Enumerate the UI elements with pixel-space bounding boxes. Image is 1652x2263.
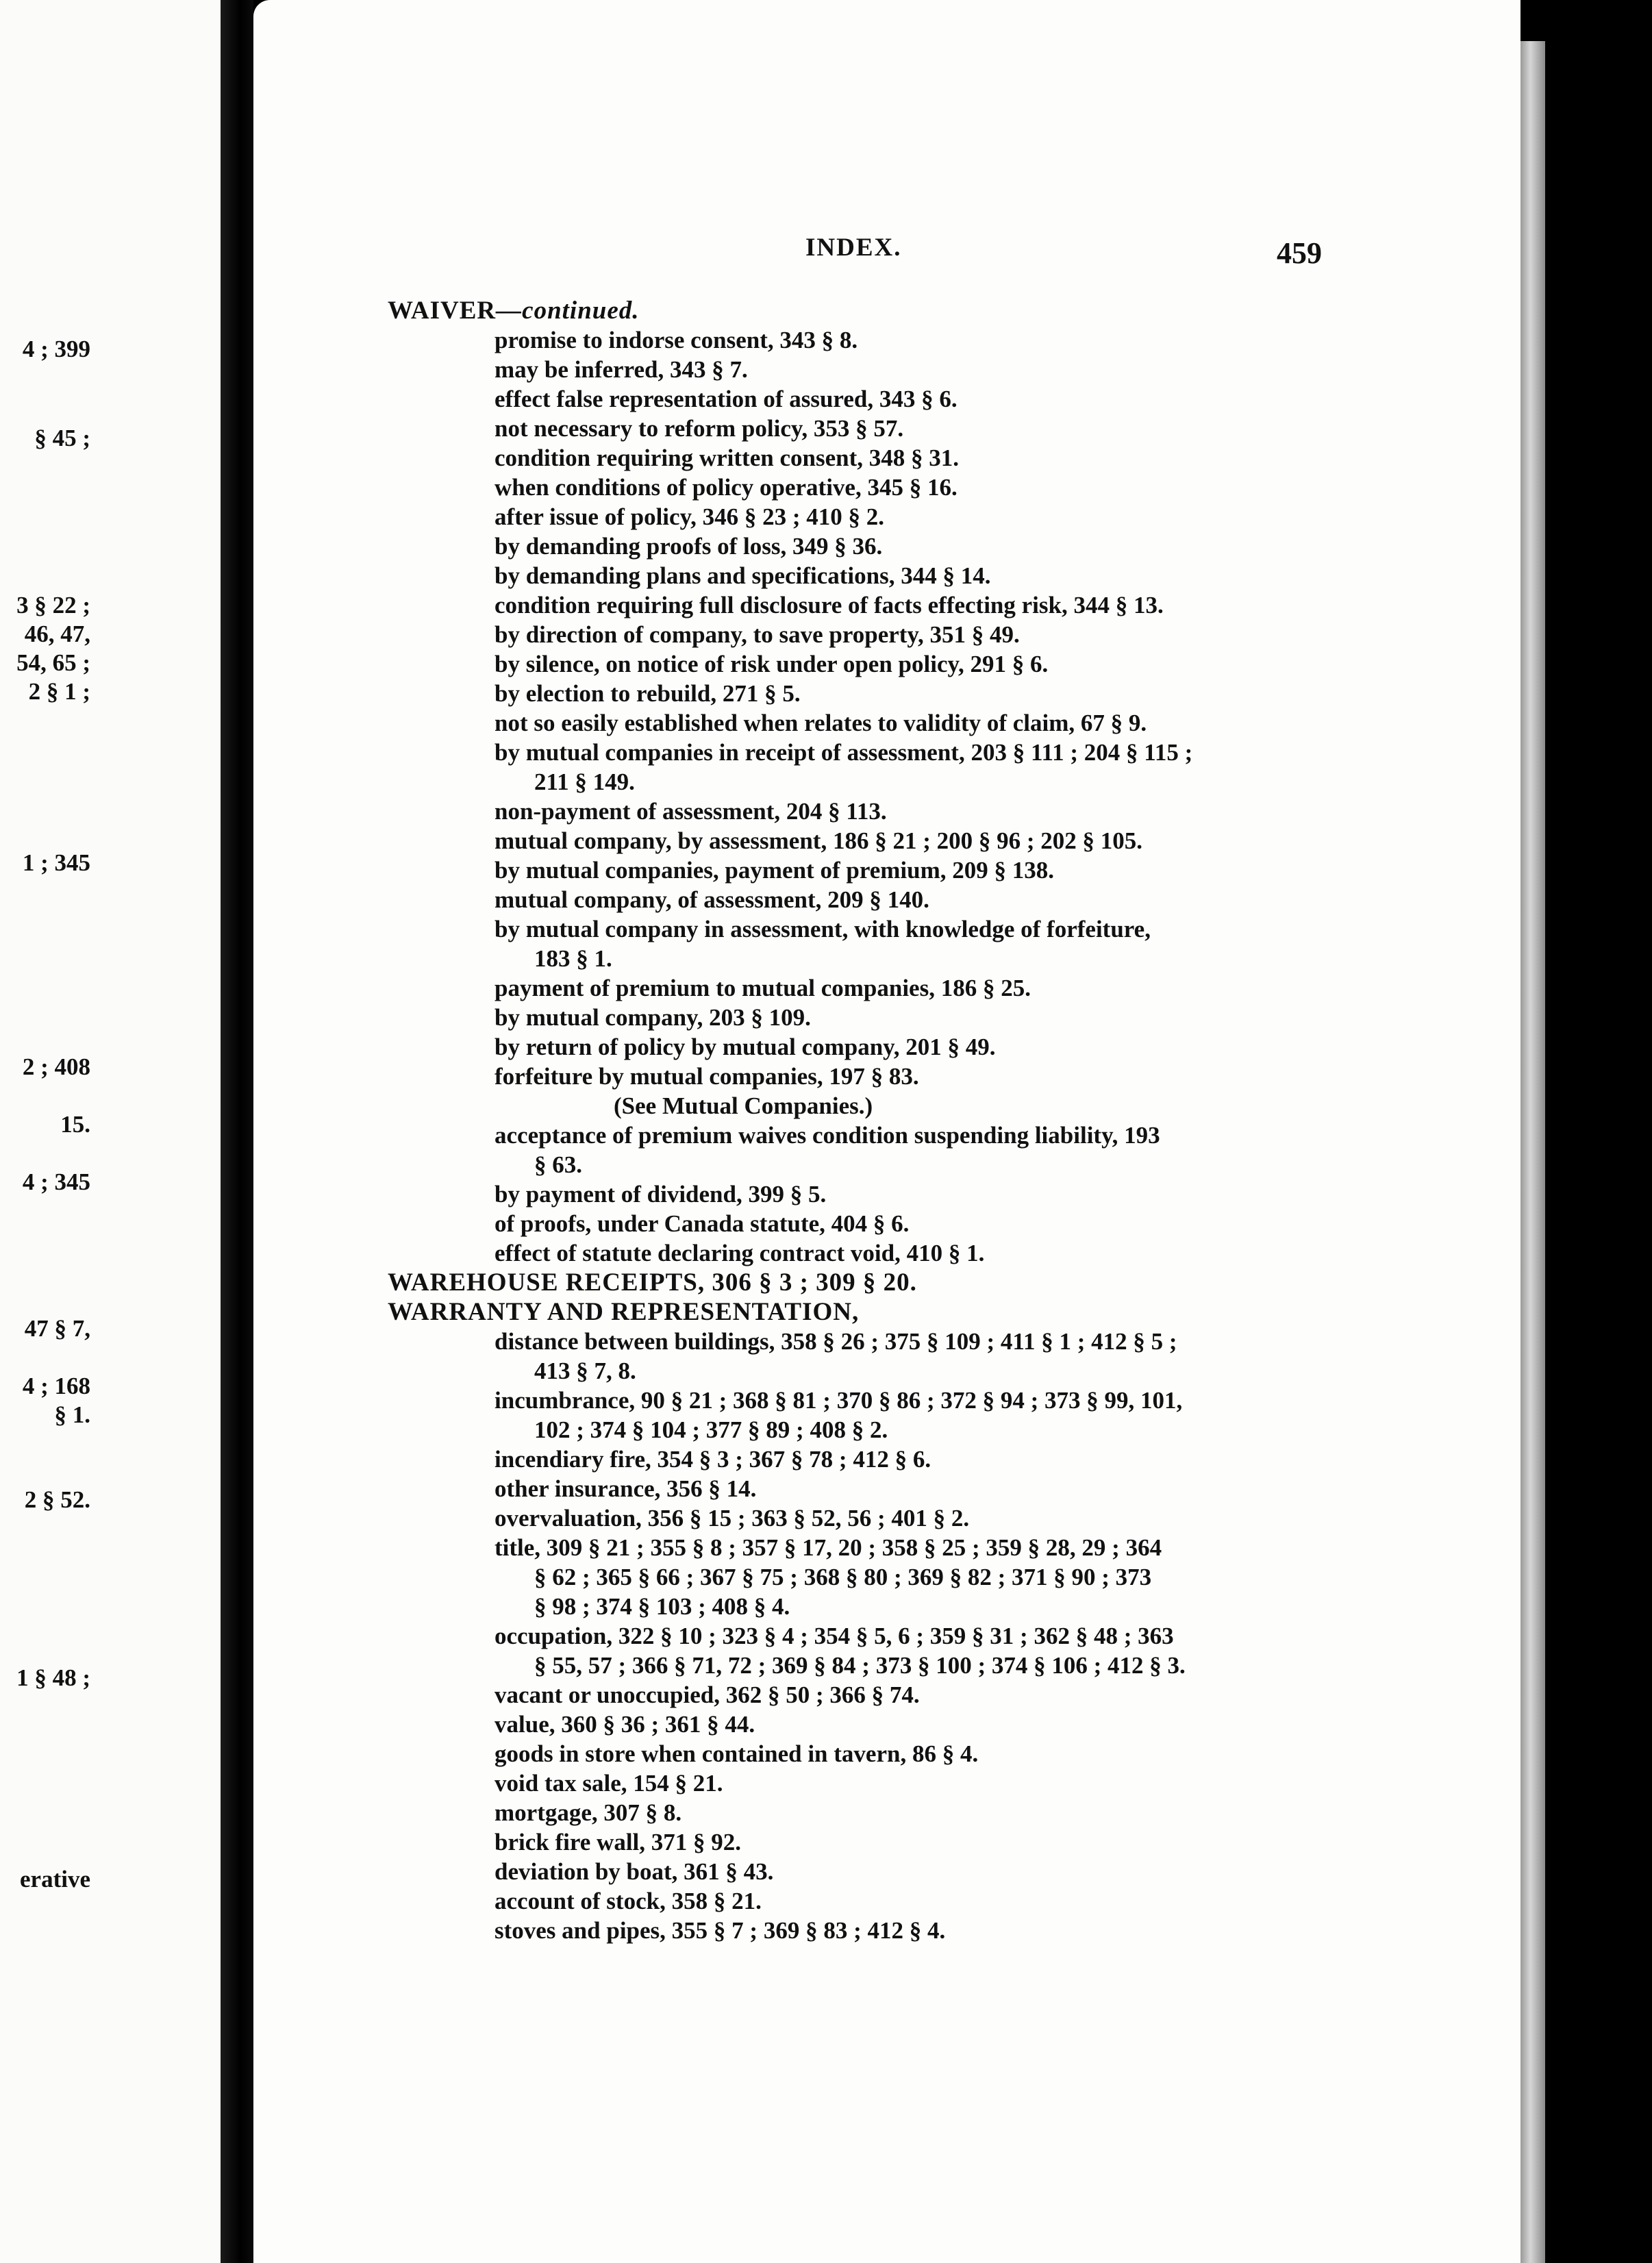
- index-subentry: condition requiring full disclosure of facts effecting risk, 344 § 13.: [495, 592, 1164, 618]
- left-fragment: 2 § 52.: [24, 1486, 90, 1513]
- index-heading-waiver: [253, 296, 1520, 325]
- left-fragment: 47 § 7,: [24, 1315, 90, 1342]
- index-subentry: not necessary to reform policy, 353 § 57.: [495, 415, 904, 442]
- index-subentry-continuation: 183 § 1.: [534, 945, 612, 972]
- index-subentry: incendiary fire, 354 § 3 ; 367 § 78 ; 412 § 6.: [495, 1446, 931, 1473]
- index-subentry: by demanding plans and specifications, 344 § 14.: [495, 562, 991, 589]
- index-subentry: may be inferred, 343 § 7.: [495, 356, 748, 383]
- left-fragment: 54, 65 ;: [16, 649, 90, 676]
- index-subentry: payment of premium to mutual companies, 186 § 25.: [495, 975, 1031, 1001]
- index-subentry: condition requiring written consent, 348 § 31.: [495, 445, 959, 471]
- index-subentry: void tax sale, 154 § 21.: [495, 1770, 723, 1797]
- left-fragment: 3 § 22 ;: [16, 592, 90, 618]
- index-subentry: other insurance, 356 § 14.: [495, 1475, 757, 1502]
- index-subentry: when conditions of policy operative, 345 § 16.: [495, 474, 958, 501]
- index-subentry: forfeiture by mutual companies, 197 § 83.: [495, 1063, 919, 1090]
- running-head: INDEX.: [805, 234, 902, 262]
- index-subentry: mutual company, of assessment, 209 § 140.: [495, 886, 929, 913]
- index-subentry: incumbrance, 90 § 21 ; 368 § 81 ; 370 § 86 ; 372 § 94 ; 373 § 99, 101,: [495, 1387, 1183, 1414]
- left-fragment: 1 § 48 ;: [16, 1664, 90, 1691]
- index-subentry: by election to rebuild, 271 § 5.: [495, 680, 801, 707]
- index-subentry: not so easily established when relates to validity of claim, 67 § 9.: [495, 710, 1147, 736]
- index-subentry: value, 360 § 36 ; 361 § 44.: [495, 1711, 755, 1738]
- index-subentry: overvaluation, 356 § 15 ; 363 § 52, 56 ; 401 § 2.: [495, 1505, 970, 1531]
- index-subentry: promise to indorse consent, 343 § 8.: [495, 327, 858, 353]
- continued-label: —continued.: [496, 297, 640, 325]
- index-subentry: account of stock, 358 § 21.: [495, 1888, 762, 1914]
- index-subentry: by mutual companies in receipt of assessment, 203 § 111 ; 204 § 115 ;: [495, 739, 1193, 766]
- index-subentry: by mutual companies, payment of premium, 209 § 138.: [495, 857, 1055, 884]
- index-subentry-continuation: 413 § 7, 8.: [534, 1358, 636, 1384]
- index-subentry: deviation by boat, 361 § 43.: [495, 1858, 774, 1885]
- index-subentry: mortgage, 307 § 8.: [495, 1799, 682, 1826]
- book-gutter: [221, 0, 253, 2263]
- left-fragment: 46, 47,: [24, 621, 90, 647]
- left-fragment: § 45 ;: [34, 425, 90, 451]
- index-subentry: by demanding proofs of loss, 349 § 36.: [495, 533, 883, 560]
- left-fragment: 4 ; 399: [22, 336, 90, 362]
- index-subentry-continuation: 211 § 149.: [534, 768, 635, 795]
- previous-page-fragment: [0, 0, 221, 2263]
- index-subentry-continuation: § 55, 57 ; 366 § 71, 72 ; 369 § 84 ; 373 § 100 ; 374 § 106 ; 412 § 3.: [534, 1652, 1186, 1679]
- index-subentry: non-payment of assessment, 204 § 113.: [495, 798, 887, 825]
- index-subentry-continuation: § 63.: [534, 1151, 582, 1178]
- index-subentry: mutual company, by assessment, 186 § 21 ; 200 § 96 ; 202 § 105.: [495, 827, 1143, 854]
- index-subentry: effect of statute declaring contract void, 410 § 1.: [495, 1240, 985, 1266]
- index-subentry: vacant or unoccupied, 362 § 50 ; 366 § 74.: [495, 1681, 920, 1708]
- index-subentry: distance between buildings, 358 § 26 ; 375 § 109 ; 411 § 1 ; 412 § 5 ;: [495, 1328, 1177, 1355]
- index-subentry: after issue of policy, 346 § 23 ; 410 § 2.: [495, 503, 885, 530]
- index-subentry: occupation, 322 § 10 ; 323 § 4 ; 354 § 5, 6 ; 359 § 31 ; 362 § 48 ; 363: [495, 1623, 1174, 1649]
- index-heading-warehouse-receipts: WAREHOUSE RECEIPTS, 306 § 3 ; 309 § 20.: [388, 1268, 917, 1297]
- left-fragment: 4 ; 168: [22, 1373, 90, 1399]
- left-fragment: 2 § 1 ;: [28, 678, 90, 705]
- index-subentry: by silence, on notice of risk under open policy, 291 § 6.: [495, 651, 1049, 677]
- see-also-reference: (See Mutual Companies.): [614, 1092, 873, 1119]
- index-page: [253, 0, 1520, 2263]
- left-fragment: 15.: [60, 1111, 90, 1138]
- index-subentry-continuation: 102 ; 374 § 104 ; 377 § 89 ; 408 § 2.: [534, 1416, 888, 1443]
- index-subentry: by mutual company, 203 § 109.: [495, 1004, 811, 1031]
- left-fragment: erative: [20, 1866, 90, 1892]
- index-subentry: of proofs, under Canada statute, 404 § 6.: [495, 1210, 910, 1237]
- left-fragment: 2 ; 408: [22, 1053, 90, 1080]
- left-fragment: § 1.: [54, 1401, 90, 1428]
- index-subentry: by payment of dividend, 399 § 5.: [495, 1181, 827, 1208]
- index-subentry: effect false representation of assured, 343 § 6.: [495, 386, 958, 412]
- index-subentry-continuation: § 62 ; 365 § 66 ; 367 § 75 ; 368 § 80 ; 369 § 82 ; 371 § 90 ; 373: [534, 1564, 1152, 1590]
- index-subentry: acceptance of premium waives condition suspending liability, 193: [495, 1122, 1160, 1149]
- index-entries: [253, 296, 1520, 1945]
- index-subentry: brick fire wall, 371 § 92.: [495, 1829, 742, 1855]
- index-subentry: goods in store when contained in tavern, 86 § 4.: [495, 1740, 979, 1767]
- index-heading-warranty: WARRANTY AND REPRESENTATION,: [388, 1298, 860, 1326]
- heading-term: WAIVER: [388, 297, 497, 325]
- index-subentry: by mutual company in assessment, with knowledge of forfeiture,: [495, 916, 1151, 942]
- left-fragment: 1 ; 345: [22, 849, 90, 876]
- left-fragment: 4 ; 345: [22, 1168, 90, 1195]
- index-subentry: stoves and pipes, 355 § 7 ; 369 § 83 ; 412 § 4.: [495, 1917, 946, 1944]
- index-subentry: title, 309 § 21 ; 355 § 8 ; 357 § 17, 20 ; 358 § 25 ; 359 § 28, 29 ; 364: [495, 1534, 1162, 1561]
- index-subentry: by return of policy by mutual company, 201 § 49.: [495, 1034, 996, 1060]
- index-subentry-continuation: § 98 ; 374 § 103 ; 408 § 4.: [534, 1593, 790, 1620]
- page-number: 459: [1277, 236, 1322, 270]
- index-subentry: by direction of company, to save property, 351 § 49.: [495, 621, 1020, 648]
- page-header: [253, 226, 1520, 274]
- page-edge: [1520, 41, 1545, 2263]
